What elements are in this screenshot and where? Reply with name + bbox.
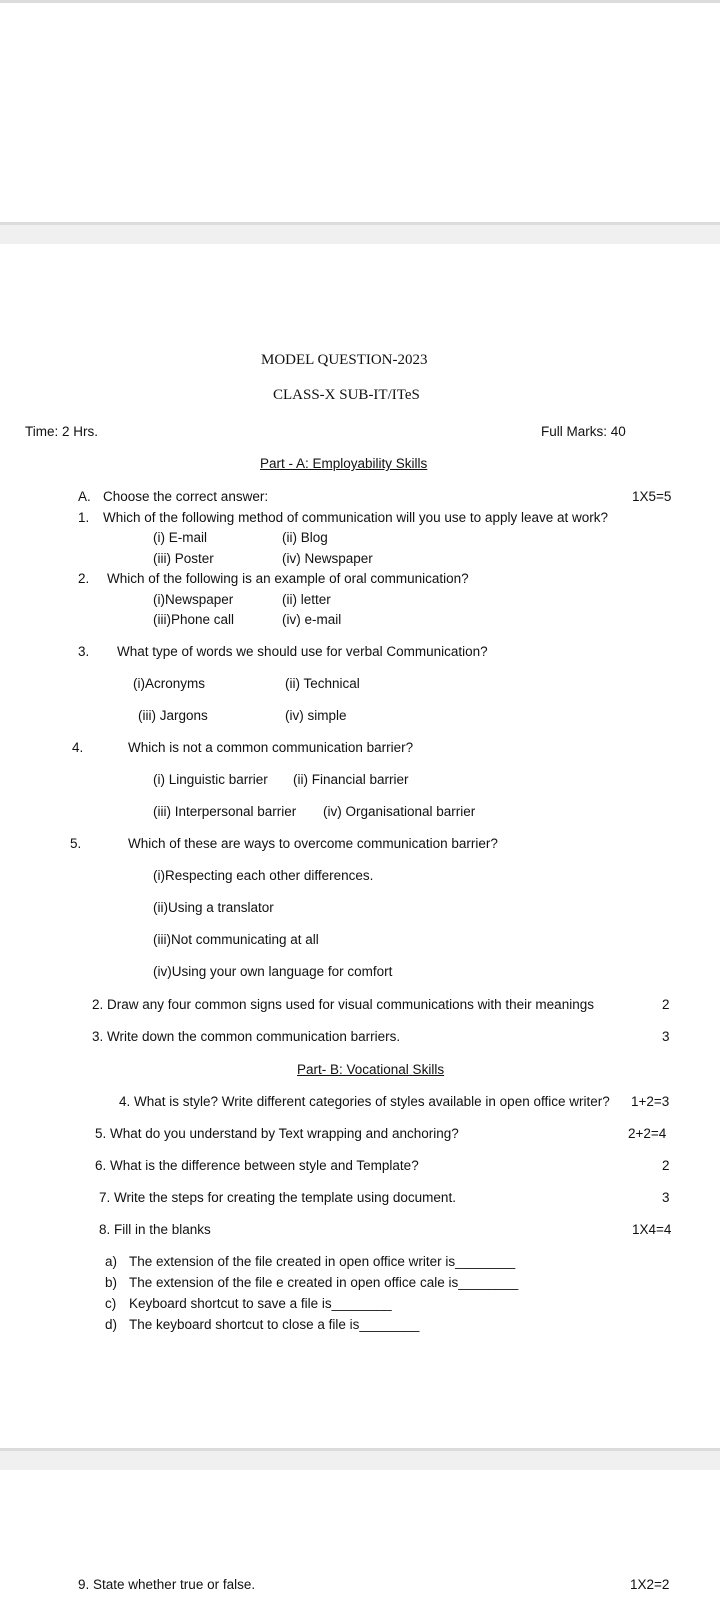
blank-label: a) <box>105 1254 118 1269</box>
page-edge <box>0 1448 720 1451</box>
option: (ii) letter <box>282 592 331 607</box>
option: (iii) Interpersonal barrier <box>153 804 297 819</box>
question-number: 4. <box>72 740 84 755</box>
option: (iv) simple <box>285 708 347 723</box>
blank-item: The keyboard shortcut to close a file is________ <box>129 1317 420 1332</box>
question-number: 2. <box>78 571 90 586</box>
blank-item: The extension of the file e created in open office cale is________ <box>129 1275 519 1290</box>
question-text: 5. What do you understand by Text wrapping and anchoring? <box>95 1126 459 1141</box>
blank-label: c) <box>105 1296 117 1311</box>
question-marks: 1X4=4 <box>632 1222 672 1237</box>
part-a-heading: Part - A: Employability Skills <box>260 456 428 471</box>
page-edge <box>0 222 720 225</box>
part-b-heading: Part- B: Vocational Skills <box>297 1062 445 1077</box>
section-label: A. <box>78 489 91 504</box>
question-text: 4. What is style? Write different categories of styles available in open office writer? <box>119 1094 610 1109</box>
class-subject: CLASS-X SUB-IT/ITeS <box>273 387 420 403</box>
full-marks-label: Full Marks: 40 <box>541 424 626 439</box>
option: (iv) Newspaper <box>282 551 373 566</box>
question-marks: 2+2=4 <box>628 1126 667 1141</box>
question-text: 7. Write the steps for creating the template using document. <box>99 1190 456 1205</box>
option: (iii)Not communicating at all <box>153 932 319 947</box>
option: (i) Linguistic barrier <box>153 772 268 787</box>
question-text: 9. State whether true or false. <box>78 1577 256 1592</box>
question-text: Which of these are ways to overcome communication barrier? <box>128 836 498 851</box>
option: (ii)Using a translator <box>153 900 274 915</box>
question-text: 8. Fill in the blanks <box>99 1222 211 1237</box>
question-text: Which of the following method of communication will you use to apply leave at work? <box>103 510 609 525</box>
page-gap <box>0 1448 720 1470</box>
question-marks: 1X2=2 <box>630 1577 670 1592</box>
page-gap <box>0 222 720 244</box>
question-text: Which is not a common communication barrier? <box>128 740 414 755</box>
option: (ii) Blog <box>282 530 328 545</box>
option: (i) E-mail <box>153 530 207 545</box>
question-number: 3. <box>78 644 90 659</box>
option: (ii) Technical <box>285 676 360 691</box>
option: (ii) Financial barrier <box>293 772 409 787</box>
section-instruction: Choose the correct answer: <box>103 489 269 504</box>
blank-item: Keyboard shortcut to save a file is________ <box>129 1296 392 1311</box>
question-number: 1. <box>78 510 90 525</box>
option: (i)Respecting each other differences. <box>153 868 374 883</box>
option: (iv) e-mail <box>282 612 342 627</box>
time-label: Time: 2 Hrs. <box>25 424 99 439</box>
question-marks: 2 <box>662 1158 670 1173</box>
question-text: What type of words we should use for verbal Communication? <box>117 644 488 659</box>
option: (iv)Using your own language for comfort <box>153 964 393 979</box>
question-marks: 2 <box>662 997 670 1012</box>
option: (iii) Poster <box>153 551 214 566</box>
question-number: 5. <box>70 836 82 851</box>
blank-label: b) <box>105 1275 118 1290</box>
blank-item: The extension of the file created in open office writer is________ <box>129 1254 516 1269</box>
section-marks: 1X5=5 <box>632 489 672 504</box>
option: (iii)Phone call <box>153 612 235 627</box>
page-title: MODEL QUESTION-2023 <box>261 352 428 368</box>
option: (iv) Organisational barrier <box>323 804 476 819</box>
question-text: Which of the following is an example of oral communication? <box>107 571 469 586</box>
question-marks: 3 <box>662 1029 670 1044</box>
question-text: 6. What is the difference between style and Template? <box>95 1158 419 1173</box>
question-marks: 3 <box>662 1190 670 1205</box>
option: (i)Newspaper <box>153 592 234 607</box>
question-text: 2. Draw any four common signs used for visual communications with their meanings <box>92 997 594 1012</box>
option: (iii) Jargons <box>138 708 208 723</box>
question-marks: 1+2=3 <box>631 1094 670 1109</box>
question-text: 3. Write down the common communication barriers. <box>92 1029 401 1044</box>
blank-label: d) <box>105 1317 118 1332</box>
page-edge-top <box>0 0 720 3</box>
option: (i)Acronyms <box>133 676 206 691</box>
